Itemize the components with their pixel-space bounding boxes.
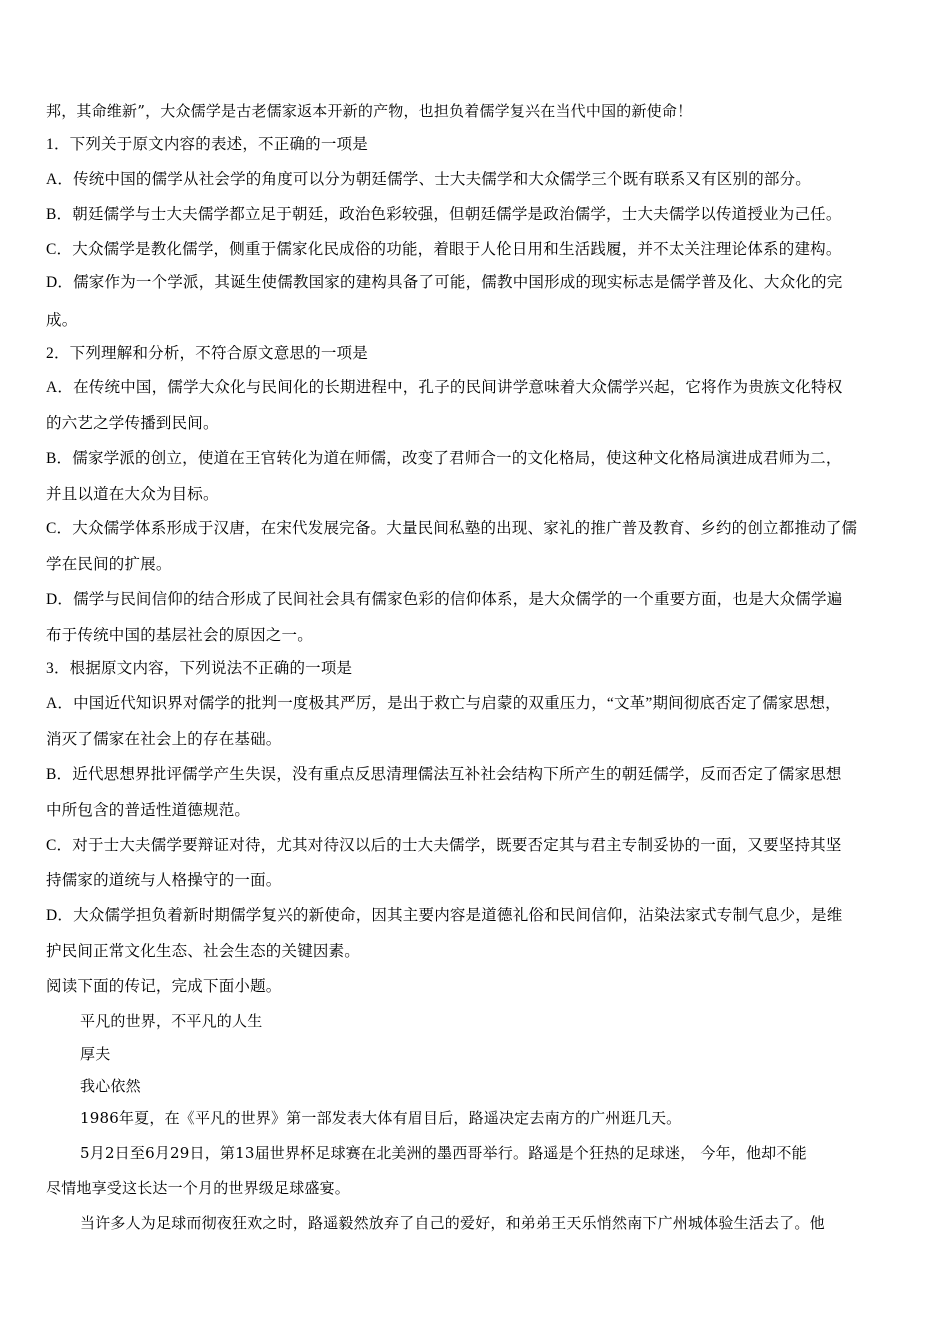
- question-2-option-d: D．儒学与民间信仰的结合形成了民间社会具有儒家色彩的信仰体系，是大众儒学的一个重要方面，也是大众儒学遍: [46, 591, 843, 608]
- question-1-option-d: D．儒家作为一个学派，其诞生使儒教国家的建构具备了可能，儒教中国形成的现实标志是儒学普及化、大众化的完: [46, 274, 843, 291]
- question-3-option-a-cont: 消灭了儒家在社会上的存在基础。: [46, 731, 282, 748]
- question-2-option-b-cont: 并且以道在大众为目标。: [46, 486, 219, 503]
- question-3-option-b-cont: 中所包含的普适性道德规范。: [46, 802, 251, 819]
- question-3-option-c-cont: 持儒家的道统与人格操守的一面。: [46, 872, 282, 889]
- question-2-option-c: C．大众儒学体系形成于汉唐，在宋代发展完备。大量民间私塾的出现、家礼的推广普及教育、乡约的创立都推动了儒: [46, 520, 858, 537]
- paragraph-line: 1986年夏，在《平凡的世界》第一部发表大体有眉目后，路遥决定去南方的广州逛几天。: [80, 1109, 682, 1127]
- question-2-option-a-cont: 的六艺之学传播到民间。: [46, 415, 219, 432]
- question-1-option-c: C．大众儒学是教化儒学，侧重于儒家化民成俗的功能，着眼于人伦日用和生活践履，并不太关注理论体系的建构。: [46, 241, 842, 258]
- question-1-stem: 1．下列关于原文内容的表述，不正确的一项是: [46, 136, 368, 153]
- question-3-option-a: A．中国近代知识界对儒学的批判一度极其严厉，是出于救亡与启蒙的双重压力，“文革”期间彻底否定了儒家思想，: [46, 695, 841, 712]
- paragraph-line: 5月2日至6月29日，第13届世界杯足球赛在北美洲的墨西哥举行。路遥是个狂热的足球迷， 今年，他却不能: [80, 1144, 807, 1162]
- section-heading: 我心依然: [80, 1077, 141, 1095]
- question-2-option-b: B．儒家学派的创立，使道在王官转化为道在师儒，改变了君师合一的文化格局，使这种文化格局演进成君师为二，: [46, 450, 842, 467]
- text-line: 邦，其命维新”，大众儒学是古老儒家返本开新的产物，也担负着儒学复兴在当代中国的新使命！: [46, 102, 693, 120]
- question-3-option-b: B．近代思想界批评儒学产生失误，没有重点反思清理儒法互补社会结构下所产生的朝廷儒学，反而否定了儒家思想: [46, 766, 842, 783]
- question-1-option-b: B．朝廷儒学与士大夫儒学都立足于朝廷，政治色彩较强，但朝廷儒学是政治儒学，士大夫儒学以传道授业为己任。: [46, 206, 842, 223]
- question-2-stem: 2．下列理解和分析，不符合原文意思的一项是: [46, 345, 368, 362]
- biography-title: 平凡的世界，不平凡的人生: [80, 1012, 263, 1030]
- question-1-option-a: A．传统中国的儒学从社会学的角度可以分为朝廷儒学、士大夫儒学和大众儒学三个既有联系又有区别的部分。: [46, 171, 811, 188]
- question-3-stem: 3．根据原文内容，下列说法不正确的一项是: [46, 660, 353, 677]
- reading-instruction: 阅读下面的传记，完成下面小题。: [46, 978, 282, 995]
- paragraph-line: 尽情地享受这长达一个月的世界级足球盛宴。: [46, 1179, 351, 1197]
- question-3-option-c: C．对于士大夫儒学要辩证对待，尤其对待汉以后的士大夫儒学，既要否定其与君主专制妥协的一面，又要坚持其坚: [46, 837, 842, 854]
- question-2-option-a: A．在传统中国，儒学大众化与民间化的长期进程中，孔子的民间讲学意味着大众儒学兴起，它将作为贵族文化特权: [46, 379, 843, 396]
- question-2-option-d-cont: 布于传统中国的基层社会的原因之一。: [46, 627, 313, 644]
- biography-author: 厚夫: [80, 1045, 111, 1063]
- question-1-option-d-cont: 成。: [46, 312, 78, 329]
- question-2-option-c-cont: 学在民间的扩展。: [46, 556, 172, 573]
- paragraph-line: 当许多人为足球而彻夜狂欢之时，路遥毅然放弃了自己的爱好，和弟弟王天乐悄然南下广州城体验生活去了。他: [80, 1214, 825, 1232]
- question-3-option-d-cont: 护民间正常文化生态、社会生态的关键因素。: [46, 943, 361, 960]
- question-3-option-d: D．大众儒学担负着新时期儒学复兴的新使命，因其主要内容是道德礼俗和民间信仰，沾染法家式专制气息少，是维: [46, 907, 843, 924]
